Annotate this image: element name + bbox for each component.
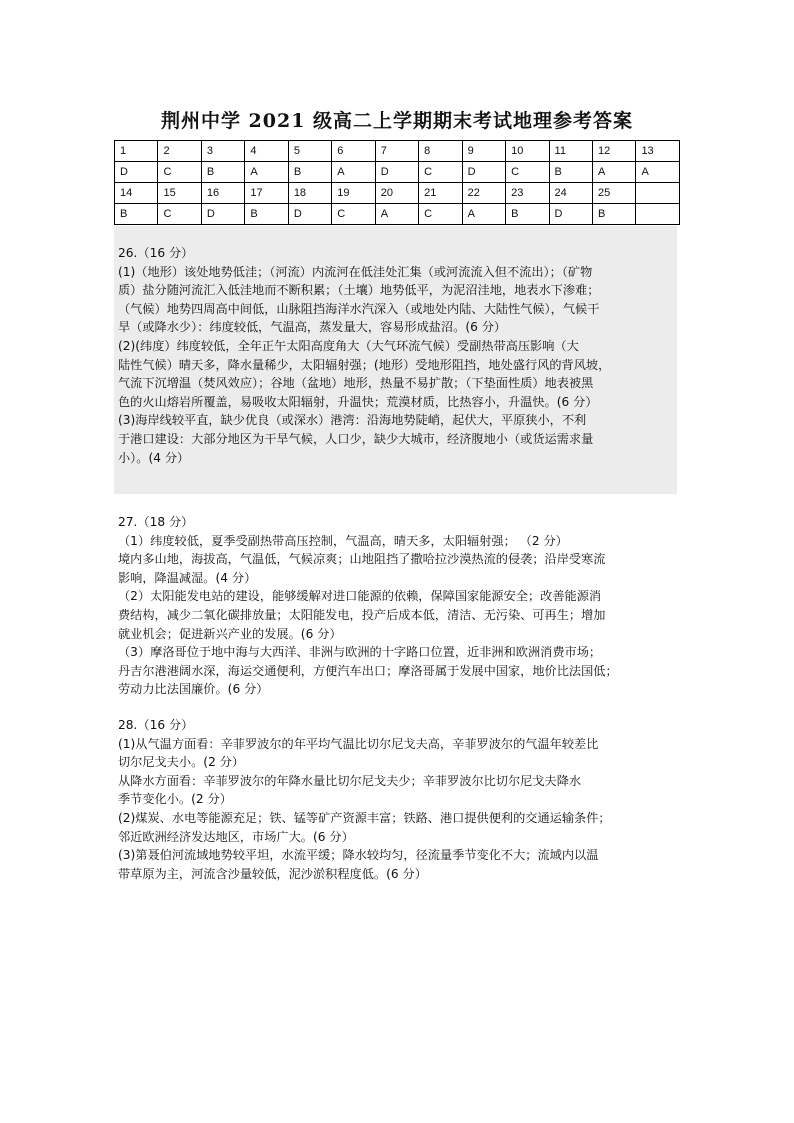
answer-letter-cell: A	[636, 162, 680, 183]
answer-letter-cell: A	[462, 204, 505, 225]
answer-letter-cell: D	[549, 204, 592, 225]
answer-line: (2)煤炭、水电等能源充足；铁、锰等矿产资源丰富；铁路、港口提供便利的交通运输条件；	[118, 810, 611, 825]
answer-line: (1)从气温方面看：辛菲罗波尔的年平均气温比切尔尼戈夫高，辛菲罗波尔的气温年较差比	[118, 736, 599, 751]
question-number-cell: 21	[419, 183, 462, 204]
question-number-cell: 23	[506, 183, 549, 204]
answer-letter-cell: B	[245, 204, 288, 225]
answer-line: （3）摩洛哥位于地中海与大西洋、非洲与欧洲的十字路口位置，近非洲和欧洲消费市场；	[118, 645, 602, 660]
answer-line: 带草原为主，河流含沙量较低，泥沙淤积程度低。(6 分）	[118, 866, 427, 881]
question-number-cell: 7	[375, 141, 418, 162]
answer-letter-cell: D	[201, 204, 244, 225]
question-heading: 26.（16 分）	[118, 246, 194, 260]
answer-letter-cell: C	[158, 204, 201, 225]
page-title: 荆州中学 2021 级高二上学期期末考试地理参考答案	[160, 110, 634, 132]
answer-letter-cell: D	[462, 162, 505, 183]
answer-line: 境内多山地，海拔高，气温低，气候凉爽；山地阻挡了撒哈拉沙漠热流的侵袭；沿岸受寒流	[118, 552, 606, 567]
answer-line: （2）太阳能发电站的建设，能够缓解对进口能源的依赖，保障国家能源安全；改善能源消	[118, 589, 602, 604]
question-number-cell: 4	[245, 141, 288, 162]
question-number-cell	[636, 183, 680, 204]
answer-line: 陆性气候）晴天多，降水量稀少，太阳辐射强；(地形）受地形阻挡，地处盛行风的背风坡，	[118, 357, 611, 372]
question-number-cell: 2	[158, 141, 201, 162]
answer-letter-row	[115, 162, 680, 183]
question-number-cell: 18	[288, 183, 331, 204]
answer-line: 切尔尼戈夫小。(2 分）	[118, 755, 245, 770]
question-number-cell: 13	[636, 141, 680, 162]
question-26-answer	[118, 244, 678, 467]
question-number-cell: 3	[201, 141, 244, 162]
answer-line: (2)(纬度）纬度较低，全年正午太阳高度角大（大气环流气候）受副热带高压影响（大	[118, 338, 579, 353]
question-28-answer	[118, 716, 678, 883]
question-number-cell: 19	[332, 183, 375, 204]
answer-line: (3)第聂伯河流域地势较平坦，水流平缓；降水较均匀，径流量季节变化不大；流域内以温	[118, 848, 599, 863]
answer-letter-cell: A	[245, 162, 288, 183]
answer-letter-row	[115, 204, 680, 225]
question-number-row	[115, 141, 680, 162]
answer-line: 季节变化小。(2 分）	[118, 792, 232, 807]
question-number-cell: 11	[549, 141, 592, 162]
answer-line: 影响，降温减湿。(4 分）	[118, 570, 257, 585]
answer-letter-cell: A	[375, 204, 418, 225]
answer-line: 色的火山熔岩所覆盖，易吸收太阳辐射，升温快；荒漠材质，比热容小，升温快。(6 分）	[118, 394, 598, 409]
question-number-cell: 20	[375, 183, 418, 204]
question-number-cell: 22	[462, 183, 505, 204]
question-number-cell: 12	[592, 141, 635, 162]
answer-line: （气候）地势四周高中间低，山脉阻挡海洋水汽深入（或地处内陆、大陆性气候），气候干	[118, 301, 600, 316]
answer-line: 质）盐分随河流汇入低洼地而不断积累；（土壤）地势低平，为泥沼洼地，地表水下渗难；	[118, 283, 600, 298]
answer-line: (3)海岸线较平直，缺少优良（或深水）港湾：沿海地势陡峭，起伏大，平原狭小，不利	[118, 413, 587, 428]
answer-line: 气流下沉增温（焚风效应）；谷地（盆地）地形，热量不易扩散；（下垫面性质）地表被黑	[118, 376, 594, 391]
answer-table	[114, 140, 680, 225]
answer-letter-cell: B	[592, 204, 635, 225]
question-number-cell: 1	[115, 141, 158, 162]
answer-letter-cell: C	[419, 162, 462, 183]
answer-line: 于港口建设：大部分地区为干旱气候，人口少，缺少大城市，经济腹地小（或货运需求量	[118, 431, 594, 446]
question-number-cell: 17	[245, 183, 288, 204]
answer-line: 邻近欧洲经济发达地区，市场广大。(6 分）	[118, 829, 354, 844]
answer-line: (1)（地形）该处地势低洼；（河流）内流河在低洼处汇集（或河流流入但不流出）；（矿物	[118, 264, 593, 279]
question-number-cell: 15	[158, 183, 201, 204]
question-heading: 27.（18 分）	[118, 515, 194, 529]
question-number-cell: 5	[288, 141, 331, 162]
answer-letter-cell: A	[592, 162, 635, 183]
answer-letter-cell: C	[332, 204, 375, 225]
answer-letter-cell: D	[288, 204, 331, 225]
question-number-cell: 9	[462, 141, 505, 162]
question-number-row	[115, 183, 680, 204]
question-number-cell: 8	[419, 141, 462, 162]
answer-letter-cell: D	[375, 162, 418, 183]
answer-letter-cell: B	[115, 204, 158, 225]
answer-line: 劳动力比法国廉价。(6 分）	[118, 682, 269, 697]
question-number-cell: 6	[332, 141, 375, 162]
answer-line: （1）纬度较低，夏季受副热带高压控制，气温高，晴天多，太阳辐射强； （2 分）	[118, 533, 568, 548]
answer-letter-cell: A	[332, 162, 375, 183]
question-number-cell: 14	[115, 183, 158, 204]
question-number-cell: 24	[549, 183, 592, 204]
answer-letter-cell: C	[158, 162, 201, 183]
answer-letter-cell: B	[549, 162, 592, 183]
answer-line: 旱（或降水少）：纬度较低，气温高，蒸发量大，容易形成盐沼。(6 分）	[118, 320, 507, 335]
answer-letter-cell: B	[506, 204, 549, 225]
answer-letter-cell: B	[201, 162, 244, 183]
question-number-cell: 25	[592, 183, 635, 204]
question-number-cell: 10	[506, 141, 549, 162]
question-heading: 28.（16 分）	[118, 718, 194, 732]
answer-line: 丹吉尔港港阔水深，海运交通便利，方便汽车出口；摩洛哥属于发展中国家，地价比法国低；	[118, 663, 618, 678]
answer-letter-cell: C	[506, 162, 549, 183]
answer-line: 就业机会；促进新兴产业的发展。(6 分）	[118, 626, 342, 641]
answer-letter-cell: C	[419, 204, 462, 225]
question-number-cell: 16	[201, 183, 244, 204]
answer-line: 费结构，减少二氧化碳排放量；太阳能发电，投产后成本低，清洁、无污染、可再生；增加	[118, 607, 606, 622]
question-27-answer	[118, 513, 678, 699]
answer-letter-cell	[636, 204, 680, 225]
answer-letter-cell: B	[288, 162, 331, 183]
answer-line: 小）。(4 分）	[118, 450, 190, 465]
answer-letter-cell: D	[115, 162, 158, 183]
answer-line: 从降水方面看：辛菲罗波尔的年降水量比切尔尼戈夫少；辛菲罗波尔比切尔尼戈夫降水	[118, 773, 582, 788]
